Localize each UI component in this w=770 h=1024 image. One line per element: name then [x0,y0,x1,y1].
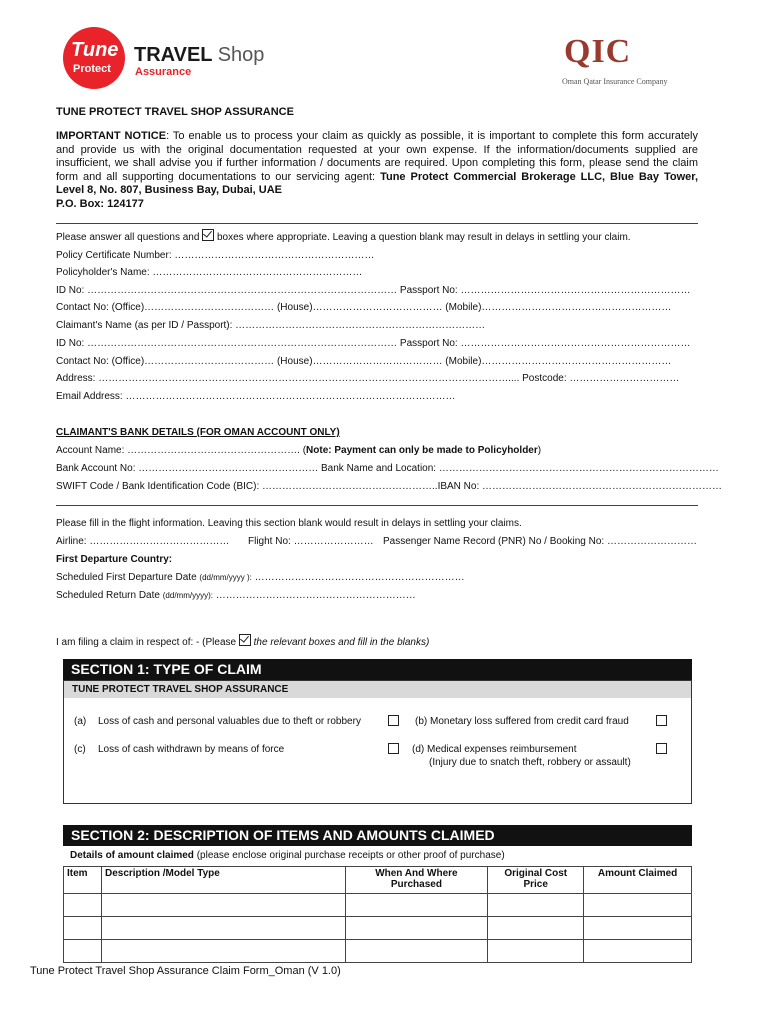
tune-logo-word: Tune [71,39,119,61]
col-amount-claimed: Amount Claimed [584,867,692,894]
assurance-word: Assurance [135,66,192,78]
policy-cert-field[interactable]: Policy Certificate Number: …………………………………………………… [56,250,375,261]
option-a-letter: (a) [74,716,87,727]
instructions-post: boxes where appropriate. Leaving a question blank may result in delays in settling your claim. [217,232,631,243]
option-c-letter: (c) [74,744,86,755]
swift-iban-field[interactable]: SWIFT Code / Bank Identification Code (BIC): ……………………………………………..IBAN No: ……………………………………………………………… [56,481,723,492]
col-item: Item [64,867,102,894]
table-row [64,917,692,940]
divider [56,505,698,506]
address-field[interactable]: Address: …………………………………………………………………………………………………………….... Postcode: …………………………… [56,373,680,384]
id-passport-field-1[interactable]: ID No: ………………………………………………………………………………… Passport No: …………………………………………………………… [56,285,691,296]
option-d-label: (d) Medical expenses reimbursement [412,744,577,755]
table-cell[interactable] [101,940,345,963]
instructions-pre: Please answer all questions and [56,232,200,243]
policyholder-name-field[interactable]: Policyholder's Name: ……………………………………………………… [56,267,363,278]
account-close: ) [537,445,542,456]
return-date-label: Scheduled Return Date [56,590,160,601]
checkmark-icon [239,634,251,646]
col-when-where: When And Where Purchased [345,867,488,894]
bank-account-no-field[interactable]: Bank Account No: ……………………………………………… [56,463,319,474]
notice-pobox: P.O. Box: 124177 [56,197,144,210]
option-a-label: Loss of cash and personal valuables due to theft or robbery [98,716,361,727]
col-original-cost: Original Cost Price [488,867,584,894]
table-cell[interactable] [488,917,584,940]
table-cell[interactable] [64,940,102,963]
table-cell[interactable] [101,894,345,917]
option-b-checkbox[interactable] [656,715,667,726]
contact-field-1[interactable]: Contact No: (Office)………………………………… (House)………………………………… (Mobile)………………………………………………… [56,302,672,313]
travel-word: TRAVEL [134,44,213,66]
filing-statement [56,634,429,648]
details-label: Details of amount claimed [70,850,194,861]
option-c-label: Loss of cash withdrawn by means of force [98,744,285,755]
account-name-label: Account Name: ……………………………………………. ( [56,445,307,456]
qic-logo: QIC [564,33,632,70]
first-date-label: Scheduled First Departure Date [56,572,197,583]
table-row [64,894,692,917]
divider [56,223,698,224]
tune-protect-logo [63,27,125,89]
table-row [64,940,692,963]
notice-text: : To enable us to process your claim as quickly as possible, it is important to complete this form accurately and provide us with the original documentation requested at your own expense. If the information/documents supplied are insufficient, we shall advise you if further information / documents are required. Upon completing this form, please send the claim form and all supporting documentations to our servicing agent: [56,130,698,183]
table-cell[interactable] [345,917,488,940]
important-notice [56,130,698,212]
table-cell[interactable] [584,940,692,963]
flight-no-field[interactable]: Flight No: …………………… [248,536,374,547]
option-b-label: (b) Monetary loss suffered from credit card fraud [415,716,629,727]
first-date-blank: ……………………………………………………… [251,572,465,583]
table-cell[interactable] [64,917,102,940]
qic-logo-subtitle: Oman Qatar Insurance Company [562,77,668,86]
contact-field-2[interactable]: Contact No: (Office)………………………………… (House)………………………………… (Mobile)………………………………………………… [56,356,672,367]
option-d-sublabel: (Injury due to snatch theft, robbery or assault) [429,757,631,768]
footer: Tune Protect Travel Shop Assurance Claim Form_Oman (V 1.0) [30,965,341,977]
travel-shop-wordmark [134,44,264,67]
option-a-checkbox[interactable] [388,715,399,726]
table-cell[interactable] [345,894,488,917]
claimant-name-field[interactable]: Claimant's Name (as per ID / Passport): ………………………………………………………………… [56,320,486,331]
email-field[interactable]: Email Address: ……………………………………………………………………………………… [56,391,456,402]
account-note: Note: Payment can only be made to Policyholder [306,445,538,456]
section1-subheader [64,681,691,698]
table-cell[interactable] [64,894,102,917]
airline-field[interactable]: Airline: …………………………………… [56,536,230,547]
section1-subtitle: TUNE PROTECT TRAVEL SHOP ASSURANCE [72,684,289,695]
col-description: Description /Model Type [101,867,345,894]
section2-details [70,850,505,861]
items-table [63,866,692,963]
table-cell[interactable] [345,940,488,963]
section1-title: SECTION 1: TYPE OF CLAIM [71,661,262,677]
table-cell[interactable] [584,917,692,940]
return-date-blank: …………………………………………………… [212,590,416,601]
section1-box [63,680,692,804]
first-departure-date-field[interactable] [56,572,465,583]
table-cell[interactable] [584,894,692,917]
first-departure-country[interactable]: First Departure Country: [56,554,173,565]
section2-title: SECTION 2: DESCRIPTION OF ITEMS AND AMOUNTS CLAIMED [71,827,495,843]
tune-logo-sub: Protect [73,63,111,75]
option-c-checkbox[interactable] [388,743,399,754]
filing-post: the relevant boxes and fill in the blanks) [253,637,430,648]
table-cell[interactable] [101,917,345,940]
return-date-format: (dd/mm/yyyy): [162,591,213,600]
notice-agent: Tune Protect Commercial Brokerage LLC, Blue Bay Tower, Level 8, No. 807, Business Bay, Dubai, UAE [56,170,699,197]
pnr-field[interactable]: Passenger Name Record (PNR) No / Booking No: ……………………… [383,536,697,547]
details-note: (please enclose original purchase receipts or other proof of purchase) [193,850,505,861]
section2-header [63,825,692,846]
option-d-checkbox[interactable] [656,743,667,754]
shop-word: Shop [217,44,265,66]
id-passport-field-2[interactable]: ID No: ………………………………………………………………………………… Passport No: …………………………………………………………… [56,338,691,349]
instructions [56,229,631,243]
table-cell[interactable] [488,940,584,963]
filing-pre: I am filing a claim in respect of: - (Please [56,637,237,648]
document-title: TUNE PROTECT TRAVEL SHOP ASSURANCE [56,106,294,118]
checkmark-icon [202,229,214,241]
account-name-field[interactable] [56,445,541,456]
return-date-field[interactable] [56,590,416,601]
section1-header [63,659,692,680]
flight-intro: Please fill in the flight information. Leaving this section blank would result in delays in settling your claims. [56,518,522,529]
first-date-format: (dd/mm/yyyy ): [199,573,252,582]
bank-heading: CLAIMANT'S BANK DETAILS (FOR OMAN ACCOUNT ONLY) [56,427,340,438]
table-cell[interactable] [488,894,584,917]
table-header-row [64,867,692,894]
notice-label: IMPORTANT NOTICE [56,130,167,142]
bank-name-field[interactable]: Bank Name and Location: ………………………………………………………………………… [321,463,719,474]
